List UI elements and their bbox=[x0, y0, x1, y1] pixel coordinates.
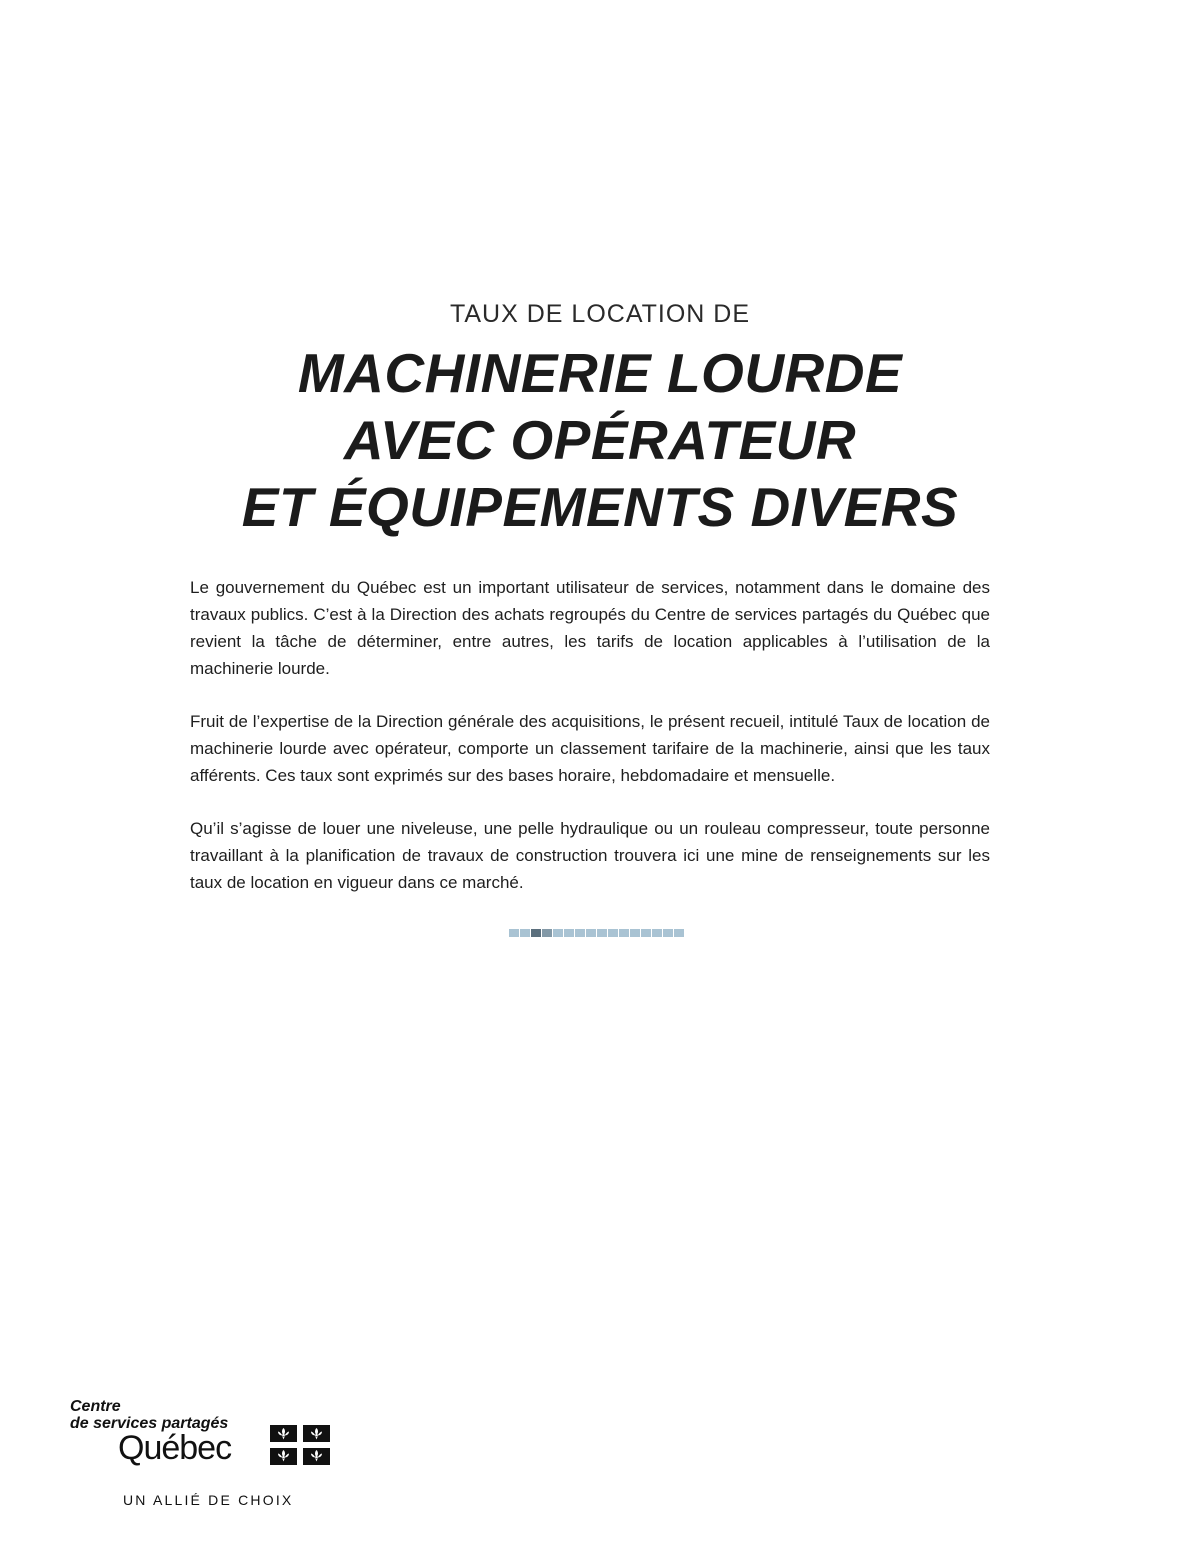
decorative-divider bbox=[509, 929, 684, 937]
divider-square bbox=[641, 929, 651, 937]
divider-square bbox=[564, 929, 574, 937]
divider-square bbox=[597, 929, 607, 937]
document-kicker: TAUX DE LOCATION DE bbox=[449, 300, 751, 328]
csp-quebec-logo bbox=[68, 1395, 348, 1510]
title-line-1: MACHINERIE LOURDE bbox=[297, 342, 903, 404]
divider-square bbox=[586, 929, 596, 937]
divider-square bbox=[520, 929, 530, 937]
logo-line-centre: Centre bbox=[70, 1398, 121, 1415]
divider-square bbox=[608, 929, 618, 937]
divider-square bbox=[509, 929, 519, 937]
paragraph-2: Fruit de l’expertise de la Direction générale des acquisitions, le présent recueil, intitulé Taux de location de machinerie lourde avec opérateur, comporte un classement tarifaire de la machinerie, ainsi que les taux afférents. Ces taux sont exprimés sur des bases horaire, hebdomadaire et mensuelle. bbox=[190, 712, 990, 785]
document-title bbox=[0, 340, 1200, 541]
divider-square bbox=[575, 929, 585, 937]
divider-square bbox=[553, 929, 563, 937]
quebec-flag-icon bbox=[270, 1425, 330, 1465]
divider-square bbox=[630, 929, 640, 937]
divider-square bbox=[619, 929, 629, 937]
divider-square bbox=[652, 929, 662, 937]
logo-tagline: UN ALLIÉ DE CHOIX bbox=[123, 1492, 294, 1508]
paragraph-1: Le gouvernement du Québec est un important utilisateur de services, notamment dans le domaine des travaux publics. C’est à la Direction des achats regroupés du Centre de services partagés du Québec que revient la tâche de déterminer, entre autres, les tarifs de location applicables à l’utilisation de la machinerie lourde. bbox=[190, 578, 990, 678]
intro-text bbox=[190, 574, 990, 922]
divider-square bbox=[674, 929, 684, 937]
paragraph-3: Qu’il s’agisse de louer une niveleuse, une pelle hydraulique ou un rouleau compresseur, toute personne travaillant à la planification de travaux de construction trouvera ici une mine de renseignements sur les taux de location en vigueur dans ce marché. bbox=[190, 819, 990, 892]
title-line-2: AVEC OPÉRATEUR bbox=[343, 409, 857, 471]
title-line-3: ET ÉQUIPEMENTS DIVERS bbox=[241, 476, 959, 538]
divider-square bbox=[531, 929, 541, 937]
divider-square bbox=[542, 929, 552, 937]
logo-line-services: de services partagés bbox=[70, 1415, 229, 1432]
logo-quebec-wordmark: Québec bbox=[118, 1429, 232, 1467]
divider-square bbox=[663, 929, 673, 937]
